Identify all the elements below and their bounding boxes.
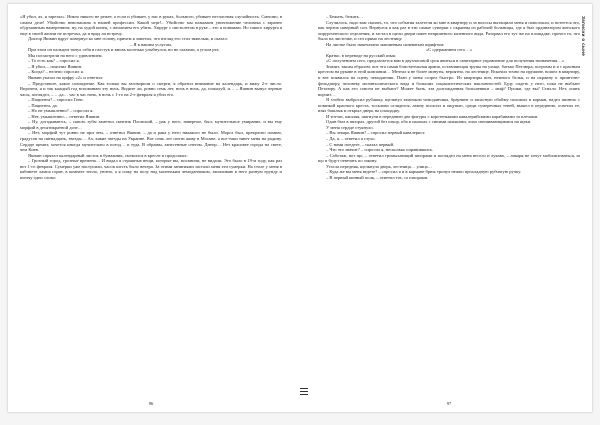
left-paragraph: При этом он пальцем ткнул себя в галстук и вновь косенько улыбнулся, но не глазами, а углом рта. [28,47,220,53]
left-paragraph: «Я убил, ах, я зарезал». Никто никого не режет, а если и убивает, у нас в руках, больного, убивает несчастная случайность. Смешно, в самом деле! Убийство невозможно в нашей профессии. Какой черт!.. Убийство мы называем уничтожение человека с заранее обдуманным намерением; ну, на худой конец, с желанием его убить. Хирург с пистолетом в руке – это я понимаю. Но такого хирурга я еще в своей жизни не встречал, да и вряд ли встречу. [20,14,282,36]
right-paragraph: – Куда же вы меня ведете? – спросил я и в кармане брюк тронул нежно прохладную рубчатую ручку. [326,169,522,175]
left-page-number: 96 [148,401,154,406]
right-page-number: 97 [446,401,452,406]
right-paragraph: На листке было напечатано машинным синеватым шрифтом: [326,41,445,47]
right-paragraph: Кратко, в переводе на русский язык: [326,52,397,58]
left-paragraph: – Пациента? – спросил Гинс. [28,97,85,103]
book-spread [8,4,592,412]
right-paragraph: – Что это значит? – спросил я, несколько оправившись. [326,147,434,153]
right-paragraph: Один был в шпорах, другой без шпор, оба в папахах с синими шлыками, лихо свешивающимися на щеки. [326,119,532,125]
right-paragraph: – Бежать, бежать… [326,14,364,19]
left-paragraph: – Когда? – нелепо спросил я. [28,69,84,75]
left-paragraph: – Пациента, да. [28,102,58,108]
left-paragraph: Яшвин указал на цифру «2» и ответил: [28,75,104,81]
right-paragraph: – С нами поедете, – сказал первый. [326,141,395,147]
left-paragraph: Яшвин спрятал календарный листок в бумажник, съежился в кресле и продолжал: [28,152,188,158]
right-paragraph: – Вы лекарь Яшвин? – спросил первый кавалерист. [326,130,426,136]
left-paragraph: – Ну, догадываюсь, – сквозь зубы заметил скептик Плонский, – рак у него, наверное, был, мучительное умирание, и вы ему морфий в десятикратной дозе… [20,119,282,130]
right-paragraph: «С получением сего, предлагается вам в двухчасовой срок явиться в санитарное управление для получения назначения…» [326,58,565,64]
right-paragraph: И тотчас, кашляя, шагнули в переднюю две фигуры с коротенькими кавалерийскими карабинами за плечами. [326,113,539,119]
right-paragraph: Я злобно выбросил рубашку, щелкнул замочком чемоданчика, браунинг и запасную обойму положил в карман, надел шинель с повязкой красного креста, тоскливо огляделся, лампу погасил и ощупью, среди сумеречных теней, вышел в переднюю, осветил ее, взял башлык и открыл дверь на площадку. [318,97,580,114]
right-paragraph: Случилось, надо вам сказать, то, что события залетели ко мне в квартиру и за волосы вытащили меня и поволокли, и потеется это, как чертов скверный сон. Вернулся я как раз в эти самые сумерки с окраины из рабочей больницы, где я был ординатором женского хирургического отделения, и застал в щели двери пакет неприятного казенного вида. Разорвал его тут же на площадке, прочел то, что было на листочке, и сел прямо на лестницу. [318,19,580,42]
book-spine-mark [300,388,308,398]
right-page [318,14,580,406]
left-paragraph: – Представьте, какое совпадение. Как только вы заговорили о смерти, я обратил внимание на календарь, и вижу 2-е число. Впрочем, я и так каждый год вспоминаю эту ночь. Видите ли, ровно семь лет, ночь в ночь, да, пожалуй, и… – Яшвин вынул черные часы, поглядел, – …да… час в час ночь, в ночь с 1-го на 2-е февраля я убил его. [20,80,282,97]
left-paragraph: – Я к вашим услугам. [130,41,172,47]
left-paragraph: Доктор Яшвин вдруг повернул ко мне голову, причем я заметил, что взгляд его стал тяжелым, и сказал: [28,36,228,42]
left-paragraph: – Нет, умышленно, – ответил Яшвин. [28,113,101,119]
running-head: Записки о сыне [581,16,586,57]
left-paragraph: – Нет, морфий тут ровно не при чем, – ответил Яшвин, – да и рака у него никакого не было. Мороз был, прекрасно помню, градусов на пятнадцать, звезды… Ах, какие звезды на Украине. Вот семь лет почти живу в Москве, а все-таки тянет меня на родину. Сердце щемит, хочется иногда мучительно в поезд… и туда. В обрывы, занесенные снегом. Днепр… Нет красивее города на свете, чем Киев. [20,130,282,153]
left-paragraph: – Грозный город, грозные времена… И видал я страшные вещи, которые вы, москвичи, не видали. Это было в 19-м году, как раз вот 1-го февраля. Сумерки уже наступили, часов шесть было вечера. За этими занятиями застали меня эти сумерки. На столе у меня в кабинете лампа горит, в комнате тепло, уютно, а я сижу на полу над маленьким чемоданчиком, запихиваю в него разную ерунду и шепчу одно слово: [20,158,282,180]
right-paragraph: «С одержанием сего…» [425,47,473,53]
left-paragraph: Мы посмотрели на него с удивлением. [28,52,103,58]
right-paragraph: Угасла передняя, щелкнула дверь, лестница… улица… [326,163,433,169]
left-paragraph: – Но не умышленно? – спросил я. [28,108,94,114]
right-paragraph: Значит, таким образом: вот эта самая блистательная армия, оставляющая трупы на улице, батько Петлюра, погромы и я с красным крестом на рукаве в этой компании… Мечтал я не более минуты, вероятно, на лестнице. Вскочил точно на пружине, вошел в квартиру, и вот появился на сцену чемоданчик. План у меня созрел быстро. Из квартиры вон, немного белья, и на окраину к приятелю-фельдшеру, человеку мелинхолического вида и больших социалистических наклонностей. Буду сидеть у него, пока не выбьют Петлюру. А как его совсем не выбьют? Может быть, эта долгожданная большевики – миф? Пушки, где вы? Стихло. Нет, опять ворчит… [318,63,580,97]
left-paragraph: – Я убил, – пояснил Яшвин. [28,63,83,69]
left-page [20,14,282,406]
left-paragraph: – То есть как? – спросил я. [28,58,80,64]
right-paragraph: У меня сердце стукнуло. [326,124,374,130]
right-paragraph: – Да, я, – ответил я глухо. [326,136,376,142]
right-paragraph: – В первый конный полк, – ответил тот, со шпорами. [326,174,429,180]
right-paragraph: – Саботаж, вот що, – ответил громыхающий шпорами и поглядел на меня весело и лукаво, – ликаря не хочут мобилизоваться, за що и будут отвечать по закону. [318,152,580,164]
